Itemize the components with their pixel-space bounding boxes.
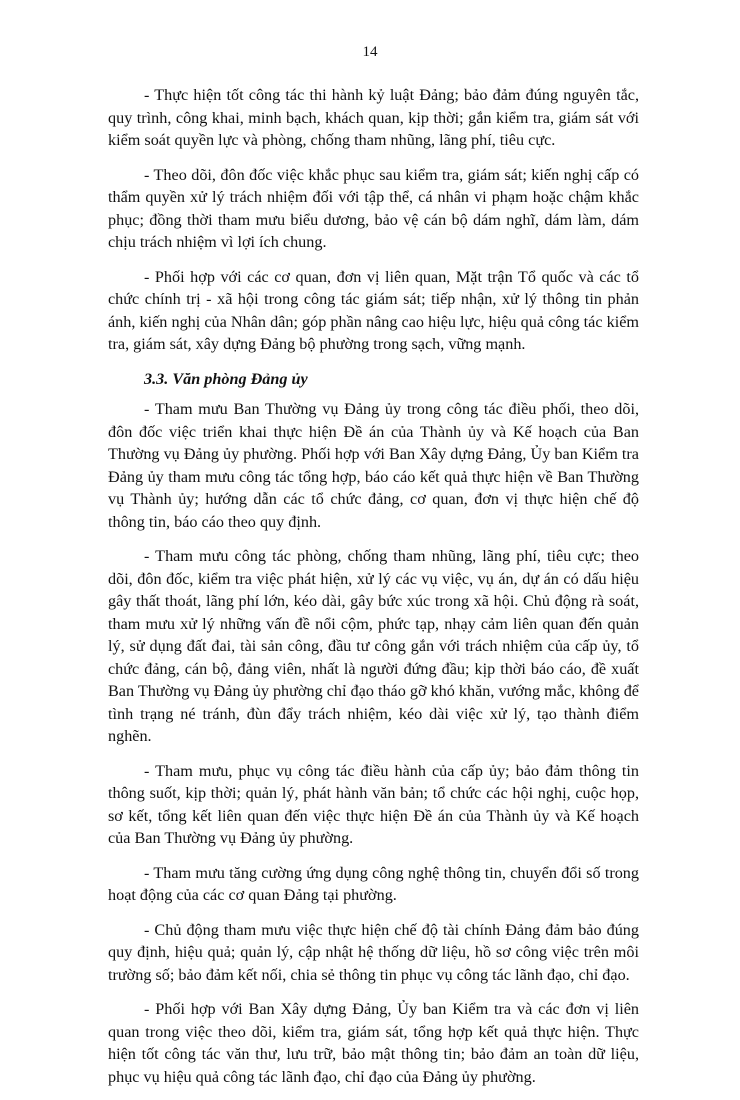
paragraph-digital-transformation: - Tham mưu tăng cường ứng dụng công nghệ thông tin, chuyển đổi số trong hoạt động của các cơ quan Đảng tại phường. [108,863,639,904]
paragraph-advise-standing-committee: - Tham mưu Ban Thường vụ Đảng ủy trong công tác điều phối, theo dõi, đôn đốc việc triển khai thực hiện Đề án của Thành ủy và Kế hoạch của Ban Thường vụ Đảng ủy phường. Phối hợp với Ban Xây dựng Đảng, Ủy ban Kiểm tra Đảng ủy tham mưu công tác tổng hợp, báo cáo kết quả thực hiện về Ban Thường vụ Thành ủy; hướng dẫn các tổ chức đảng, cơ quan, đơn vị thực hiện chế độ thông tin, báo cáo theo quy định. [108,400,639,531]
section-heading-party-office: 3.3. Văn phòng Đảng ủy [144,369,308,388]
document-body [108,84,639,1100]
page-number: 14 [362,44,378,60]
paragraph-coordination: - Phối hợp với các cơ quan, đơn vị liên quan, Mặt trận Tổ quốc và các tổ chức chính trị - xã hội trong công tác giám sát; tiếp nhận, xử lý thông tin phản ánh, kiến nghị của Nhân dân; góp phần nâng cao hiệu lực, hiệu quả công tác kiểm tra, giám sát, xây dựng Đảng bộ phường trong sạch, vững mạnh. [108,267,639,353]
paragraph-records-security: - Phối hợp với Ban Xây dựng Đảng, Ủy ban Kiểm tra và các đơn vị liên quan trong việc theo dõi, kiểm tra, giám sát, tổng hợp kết quả thực hiện. Thực hiện tốt công tác văn thư, lưu trữ, bảo mật thông tin; bảo đảm an toàn dữ liệu, phục vụ hiệu quả công tác lãnh đạo, chỉ đạo của Đảng ủy phường. [108,1000,639,1086]
paragraph-executive-support: - Tham mưu, phục vụ công tác điều hành của cấp ủy; bảo đảm thông tin thông suốt, kịp thời; quản lý, phát hành văn bản; tổ chức các hội nghị, cuộc họp, sơ kết, tổng kết liên quan đến việc thực hiện Đề án của Thành ủy và Kế hoạch của Ban Thường vụ Đảng ủy phường. [108,761,639,847]
paragraph-finance-data: - Chủ động tham mưu việc thực hiện chế độ tài chính Đảng đảm bảo đúng quy định, hiệu quả; quản lý, cập nhật hệ thống dữ liệu, hồ sơ công việc trên môi trường số; bảo đảm kết nối, chia sẻ thông tin phục vụ công tác lãnh đạo, chỉ đạo. [108,920,639,984]
paragraph-discipline: - Thực hiện tốt công tác thi hành kỷ luật Đảng; bảo đảm đúng nguyên tắc, quy trình, công khai, minh bạch, khách quan, kịp thời; gắn kiểm tra, giám sát với kiểm soát quyền lực và phòng, chống tham nhũng, lãng phí, tiêu cực. [108,86,639,149]
paragraph-follow-up: - Theo dõi, đôn đốc việc khắc phục sau kiểm tra, giám sát; kiến nghị cấp có thẩm quyền xử lý trách nhiệm đối với tập thể, cá nhân vi phạm hoặc chậm khắc phục; đồng thời tham mưu biểu dương, bảo vệ cán bộ dám nghĩ, dám làm, dám chịu trách nhiệm vì lợi ích chung. [108,165,639,251]
paragraph-anti-corruption: - Tham mưu công tác phòng, chống tham nhũng, lãng phí, tiêu cực; theo dõi, đôn đốc, kiểm tra việc phát hiện, xử lý các vụ việc, vụ án, dự án có dấu hiệu gây thất thoát, lãng phí lớn, kéo dài, gây bức xúc trong xã hội. Chủ động rà soát, tham mưu xử lý những vấn đề nổi cộm, phức tạp, nhạy cảm liên quan đến quản lý, sử dụng đất đai, tài sản công, đầu tư công gắn với trách nhiệm của cấp ủy, tổ chức đảng, cán bộ, đảng viên, nhất là người đứng đầu; kịp thời báo cáo, đề xuất Ban Thường vụ Đảng ủy phường chỉ đạo tháo gỡ khó khăn, vướng mắc, không để tình trạng né tránh, đùn đẩy trách nhiệm, kéo dài việc xử lý, tạo thành điểm nghẽn. [108,547,639,745]
